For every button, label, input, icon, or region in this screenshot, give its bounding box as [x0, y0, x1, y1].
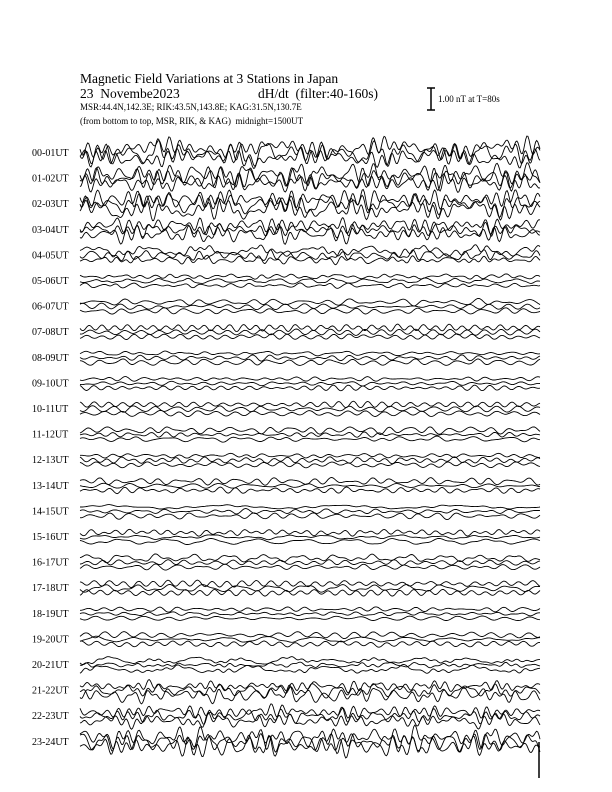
- row-label: 19-20UT: [32, 634, 69, 646]
- trace-msr: [80, 136, 540, 160]
- trace-kag: [80, 308, 540, 314]
- trace-kag: [80, 283, 540, 288]
- trace-msr: [80, 218, 540, 237]
- station-coordinates: MSR:44.4N,142.3E; RIK:43.5N,143.8E; KAG:31.5N,130.7E: [80, 102, 302, 112]
- row-label: 07-08UT: [32, 327, 69, 339]
- row-label: 06-07UT: [32, 301, 69, 313]
- row-label: 04-05UT: [32, 250, 69, 262]
- trace-rik: [80, 303, 540, 309]
- trace-kag: [80, 487, 540, 494]
- trace-msr: [80, 401, 540, 407]
- chart-title: Magnetic Field Variations at 3 Stations in Japan: [80, 71, 339, 86]
- trace-rik: [80, 560, 540, 566]
- row-label: 21-22UT: [32, 685, 69, 697]
- trace-rik: [80, 535, 540, 540]
- row-label: 15-16UT: [32, 532, 69, 543]
- row-label: 20-21UT: [32, 660, 69, 671]
- row-label: 05-06UT: [32, 276, 69, 287]
- trace-kag: [80, 148, 540, 169]
- trace-kag: [80, 513, 540, 520]
- trace-kag: [80, 410, 540, 416]
- trace-rows: [32, 136, 540, 758]
- trace-kag: [80, 641, 540, 647]
- trace-msr: [80, 554, 540, 563]
- trace-msr: [80, 245, 540, 257]
- trace-rik: [80, 138, 540, 167]
- row-label: 01-02UT: [32, 173, 69, 185]
- row-label: 11-12UT: [32, 429, 69, 441]
- trace-rik: [80, 636, 540, 642]
- row-label: 23-24UT: [32, 736, 69, 748]
- trace-kag: [80, 334, 540, 340]
- scale-bar-label: 1.00 nT at T=80s: [438, 94, 500, 104]
- trace-kag: [80, 685, 540, 704]
- row-label: 17-18UT: [32, 583, 69, 595]
- trace-msr: [80, 607, 540, 612]
- trace-msr: [80, 657, 540, 665]
- trace-kag: [80, 538, 540, 544]
- trace-msr: [80, 324, 540, 332]
- filter-label: dH/dt (filter:40-160s): [258, 86, 378, 101]
- row-label: 18-19UT: [32, 608, 69, 620]
- trace-rik: [80, 509, 540, 514]
- trace-kag: [80, 385, 540, 391]
- trace-msr: [80, 274, 540, 279]
- trace-kag: [80, 436, 540, 442]
- trace-msr: [80, 529, 540, 536]
- trace-rik: [80, 381, 540, 386]
- row-label: 09-10UT: [32, 378, 69, 390]
- row-label: 00-01UT: [32, 148, 69, 159]
- trace-rik: [80, 249, 540, 260]
- trace-kag: [80, 564, 540, 570]
- trace-kag: [80, 462, 540, 468]
- trace-kag: [80, 665, 540, 674]
- row-label: 03-04UT: [32, 224, 69, 236]
- trace-kag: [80, 616, 540, 621]
- row-label: 02-03UT: [32, 199, 69, 211]
- trace-order-note: (from bottom to top, MSR, RIK, & KAG) midnight=1500UT: [80, 116, 304, 126]
- trace-msr: [80, 377, 540, 382]
- trace-msr: [80, 351, 540, 356]
- row-label: 22-23UT: [32, 711, 69, 723]
- trace-msr: [80, 453, 540, 458]
- row-label: 08-09UT: [32, 352, 69, 364]
- trace-rik: [80, 483, 540, 488]
- trace-msr: [80, 505, 540, 509]
- row-label: 14-15UT: [32, 506, 69, 518]
- row-label: 13-14UT: [32, 480, 69, 492]
- scale-bar: [427, 88, 435, 110]
- trace-rik: [80, 612, 540, 616]
- row-label: 10-11UT: [32, 404, 69, 415]
- row-label: 16-17UT: [32, 557, 69, 569]
- trace-rik: [80, 432, 540, 437]
- trace-rik: [80, 406, 540, 413]
- row-label: 12-13UT: [32, 455, 69, 467]
- trace-rik: [80, 707, 540, 724]
- chart-date: 23 Novembe2023: [80, 86, 180, 101]
- trace-rik: [80, 190, 540, 221]
